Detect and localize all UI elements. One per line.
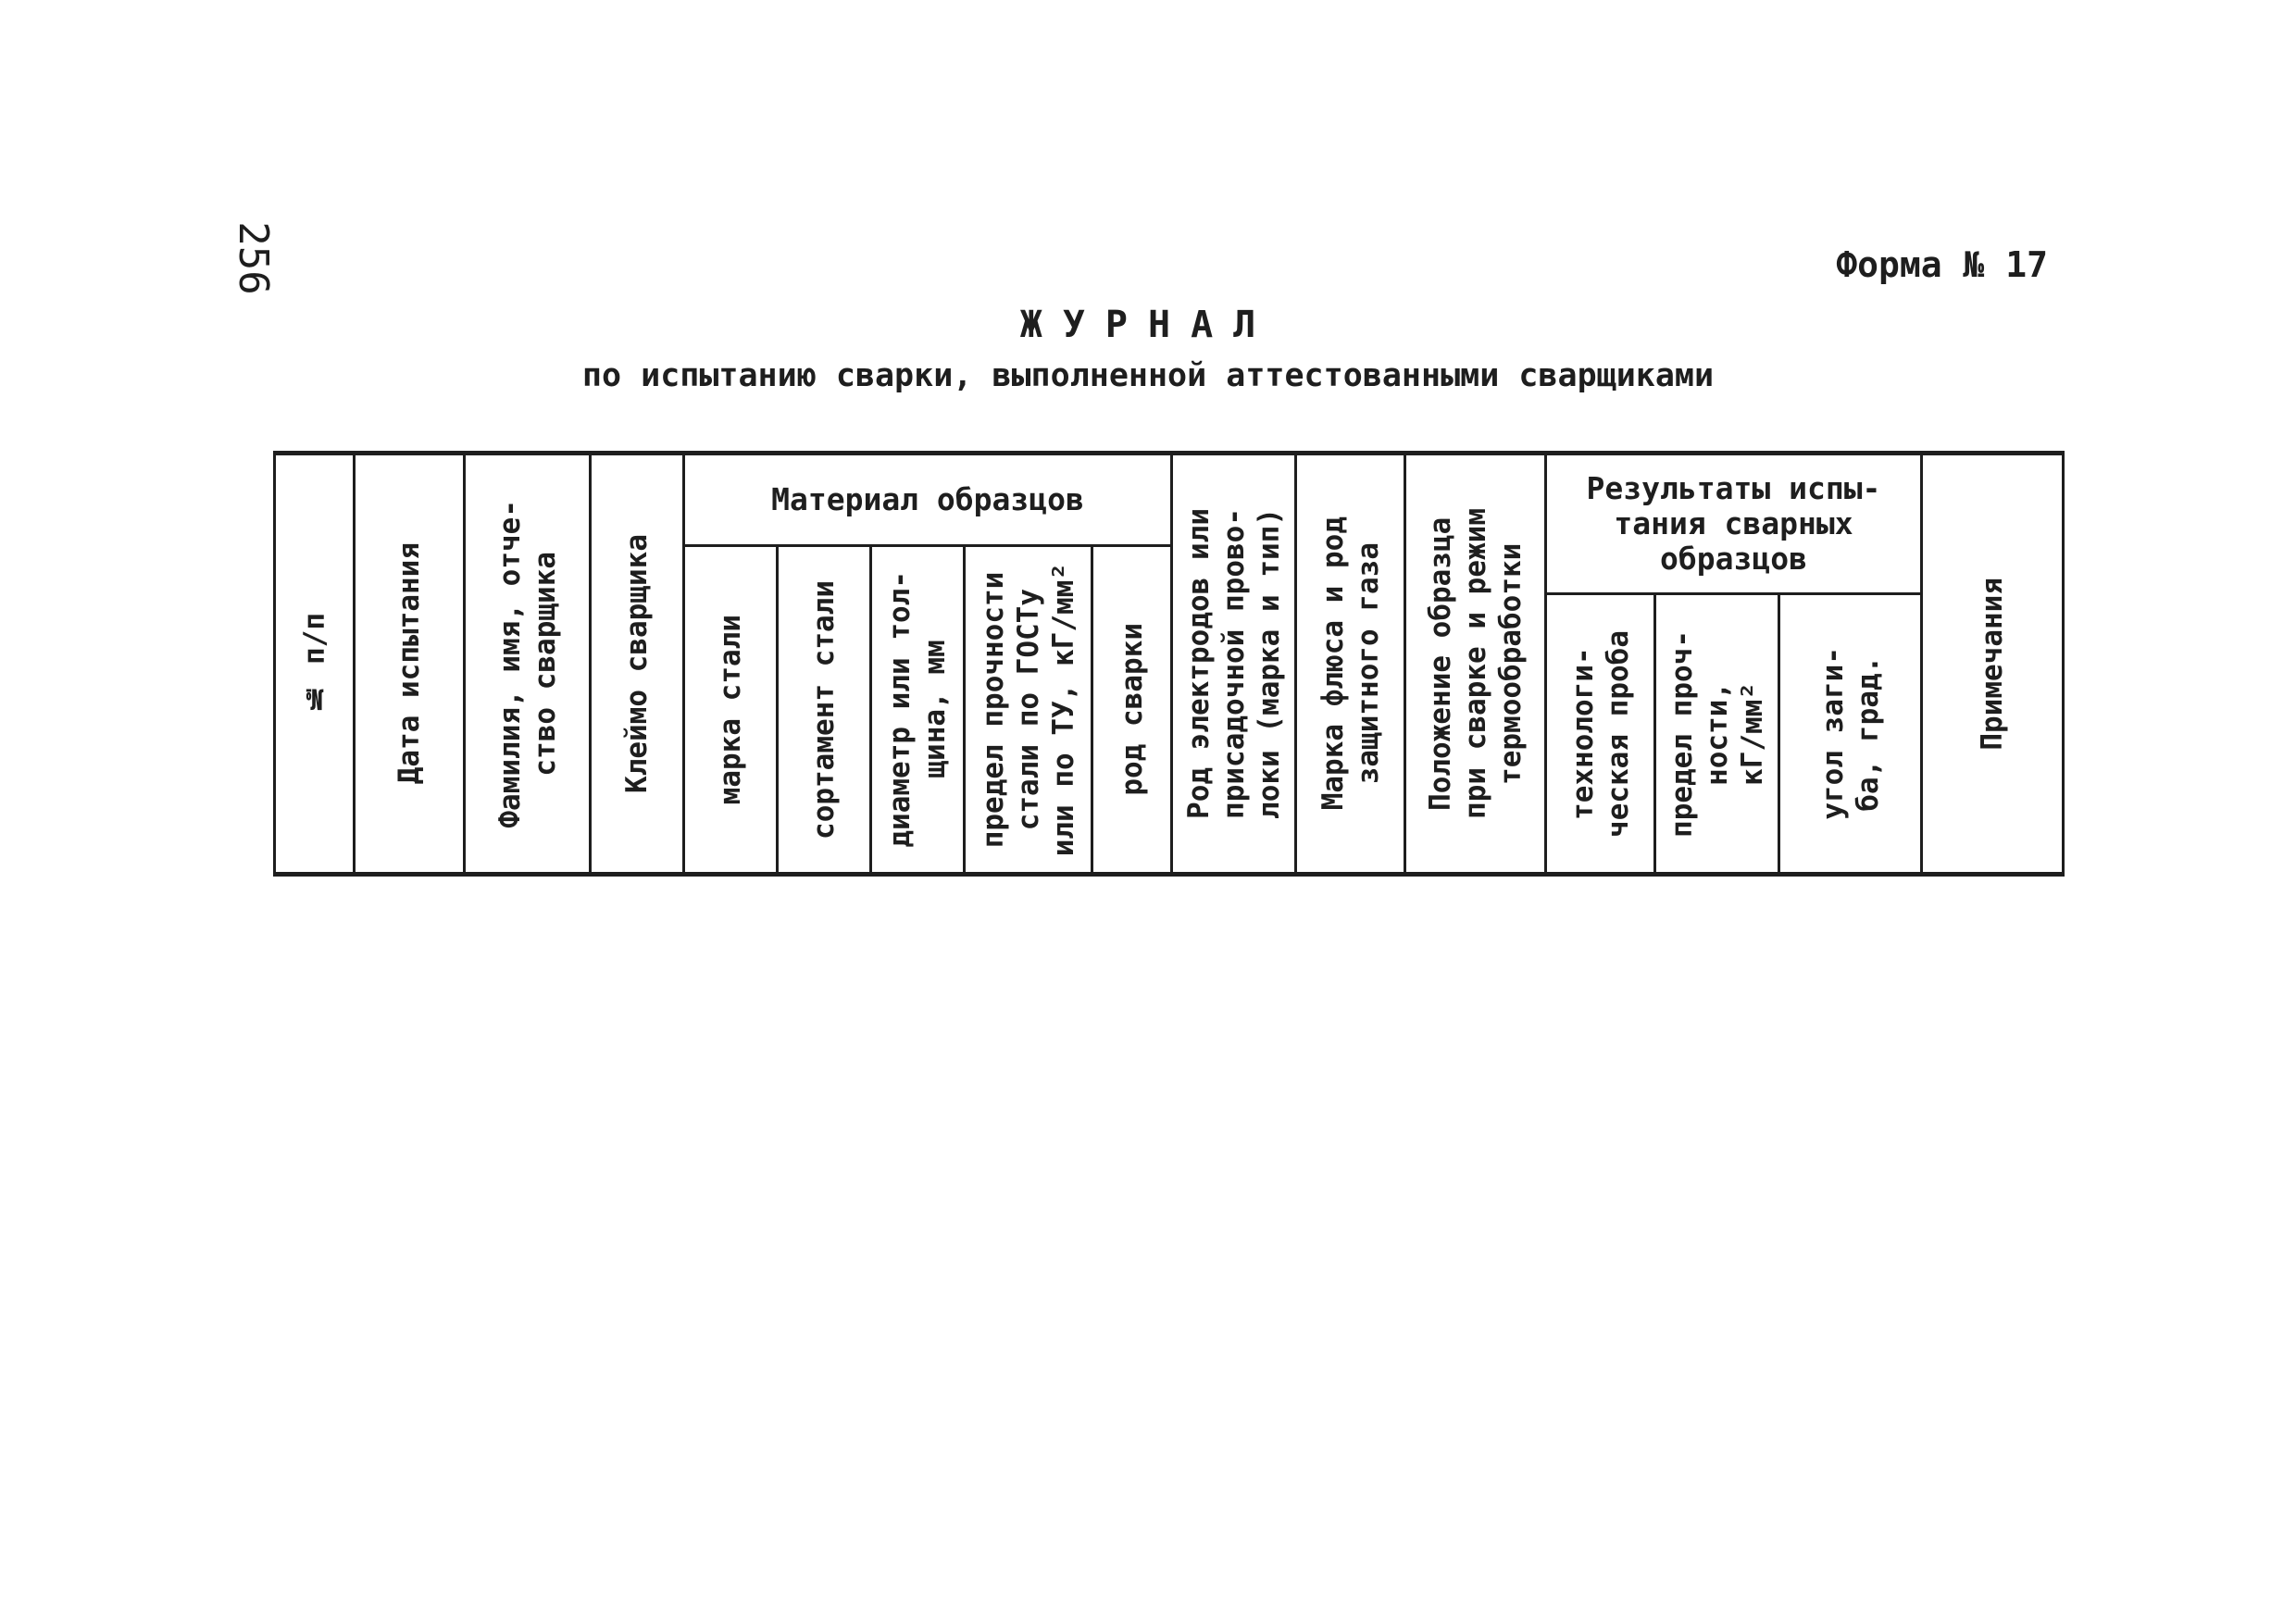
header-group-results: Результаты испы- тания сварных образцов — [1586, 470, 1881, 577]
header-test-date: Дата испытания — [393, 542, 426, 785]
column-divider — [2062, 454, 2065, 875]
header-welder-name: Фамилия, имя, отче- ство сварщика — [493, 499, 562, 828]
header-notes: Примечания — [1976, 577, 2009, 751]
subheader-tensile-strength-weld: предел проч- ности, кГ/мм² — [1665, 629, 1769, 838]
header-sample-position: Положение образца при сварке и режим термообработки — [1423, 508, 1528, 819]
header-welder-stamp: Клеймо сварщика — [620, 534, 654, 793]
header-number: № п/п — [297, 612, 331, 715]
table-bottom-rule — [273, 872, 2065, 877]
form-label: Форма № 17 — [1836, 244, 2048, 285]
document-title: ЖУРНАЛ — [1019, 304, 1277, 346]
header-electrodes: Род электродов или присадочной прово- локи (марка и тип) — [1181, 508, 1286, 819]
subheader-steel-grade: марка стали — [714, 614, 747, 805]
document-subtitle: по испытанию сварки, выполненной аттестованными сварщиками — [581, 357, 1715, 394]
page-number: 256 — [230, 221, 277, 295]
subheader-tensile-strength-steel: предел прочности стали по ГОСТу или по ТУ, кГ/мм² — [976, 562, 1080, 857]
subheader-technological-test: технологи- ческая проба — [1566, 629, 1635, 838]
header-flux-gas: Марка флюса и род защитного газа — [1316, 516, 1385, 811]
subheader-diameter: диаметр или тол- щина, мм — [883, 571, 952, 848]
subheader-steel-assortment: сортамент стали — [807, 579, 841, 840]
header-group-material: Материал образцов — [771, 481, 1084, 517]
subheader-welding-type: род сварки — [1115, 623, 1149, 796]
subheader-bend-angle: угол заги- ба, град. — [1816, 647, 1885, 820]
